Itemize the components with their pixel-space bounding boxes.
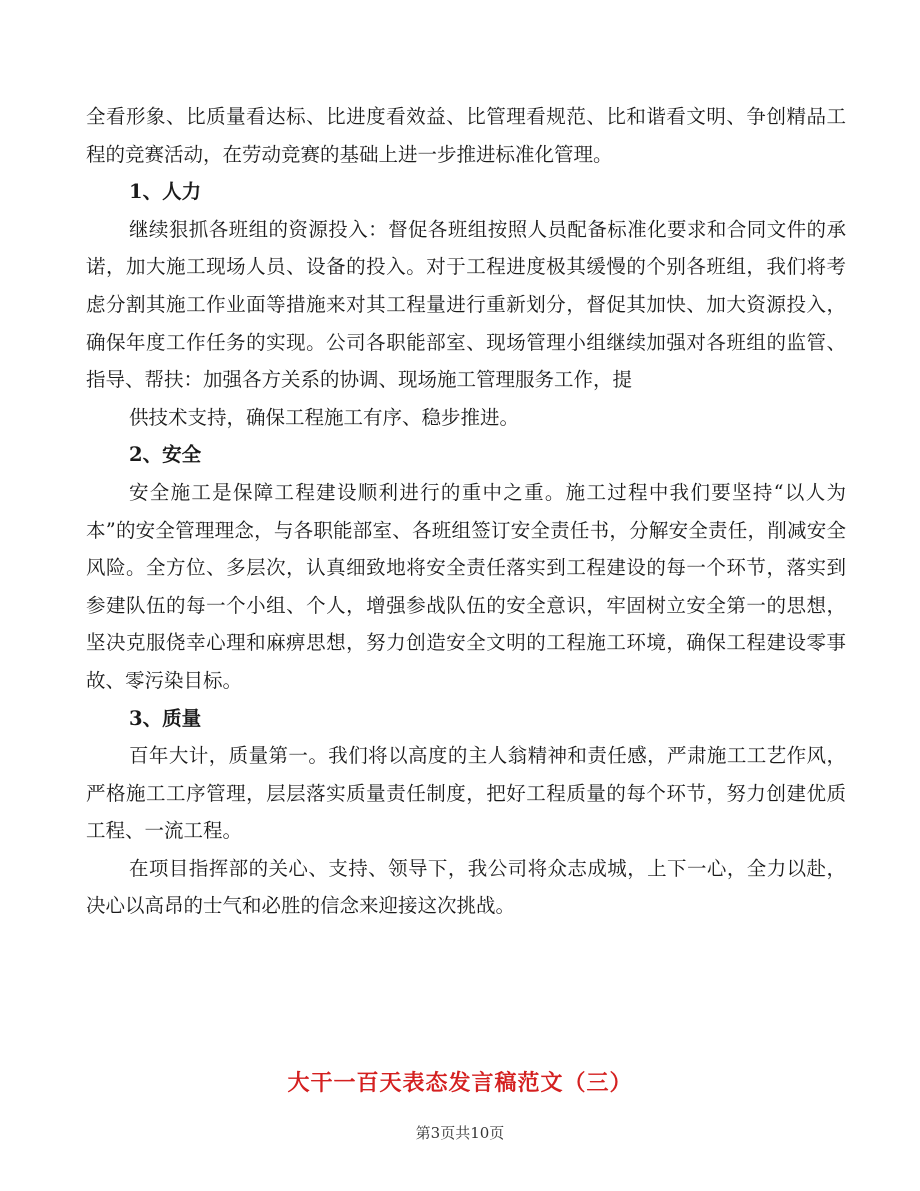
document-body <box>86 98 846 925</box>
page-footer: 第3页共10页 <box>415 1124 505 1142</box>
paragraph-3: 供技术支持，确保工程施工有序、稳步推进。 <box>129 405 520 429</box>
heading-safety: 2、安全 <box>129 443 202 467</box>
paragraph-5: 安全施工是保障工程建设顺利进行的重中之重。施工过程中我们要坚持“以人为本”的安全管理理念，与各职能部室、各班组签订安全责任书，分解安全责任，削减安全风险。全方位、多层次，认真细致地将安全责任落实到工程建设的每一个环节，落实到参建队伍的每一个小组、个人，增强参战队伍的安全意识，牢固树立安全第一的思想，坚决克服侥幸心理和麻痹思想，努力创造安全文明的工程施工环境，确保工程建设零事故、零污染目标。 <box>86 480 846 692</box>
section-title: 大干一百天表态发言稿范文（三） <box>287 1071 633 1096</box>
paragraph-7: 百年大计，质量第一。我们将以高度的主人翁精神和责任感，严肃施工工艺作风，严格施工工序管理，层层落实质量责任制度，把好工程质量的每个环节，努力创建优质工程、一流工程。 <box>86 744 846 843</box>
paragraph-8: 在项目指挥部的关心、支持、领导下，我公司将众志成城，上下一心，全力以赴，决心以高昂的士气和必胜的信念来迎接这次挑战。 <box>86 856 846 918</box>
paragraph-2: 继续狠抓各班组的资源投入：督促各班组按照人员配备标准化要求和合同文件的承诺，加大施工现场人员、设备的投入。对于工程进度极其缓慢的个别各班组，我们将考虑分割其施工作业面等措施来对其工程量进行重新划分，督促其加快、加大资源投入，确保年度工作任务的实现。公司各职能部室、现场管理小组继续加强对各班组的监管、指导、帮扶：加强各方关系的协调、现场施工管理服务工作，提 <box>86 217 846 392</box>
heading-quality: 3、质量 <box>129 706 202 730</box>
heading-manpower: 1、人力 <box>129 180 202 204</box>
paragraph-0: 全看形象、比质量看达标、比进度看效益、比管理看规范、比和谐看文明、争创精品工程的竞赛活动，在劳动竞赛的基础上进一步推进标准化管理。 <box>86 105 846 166</box>
